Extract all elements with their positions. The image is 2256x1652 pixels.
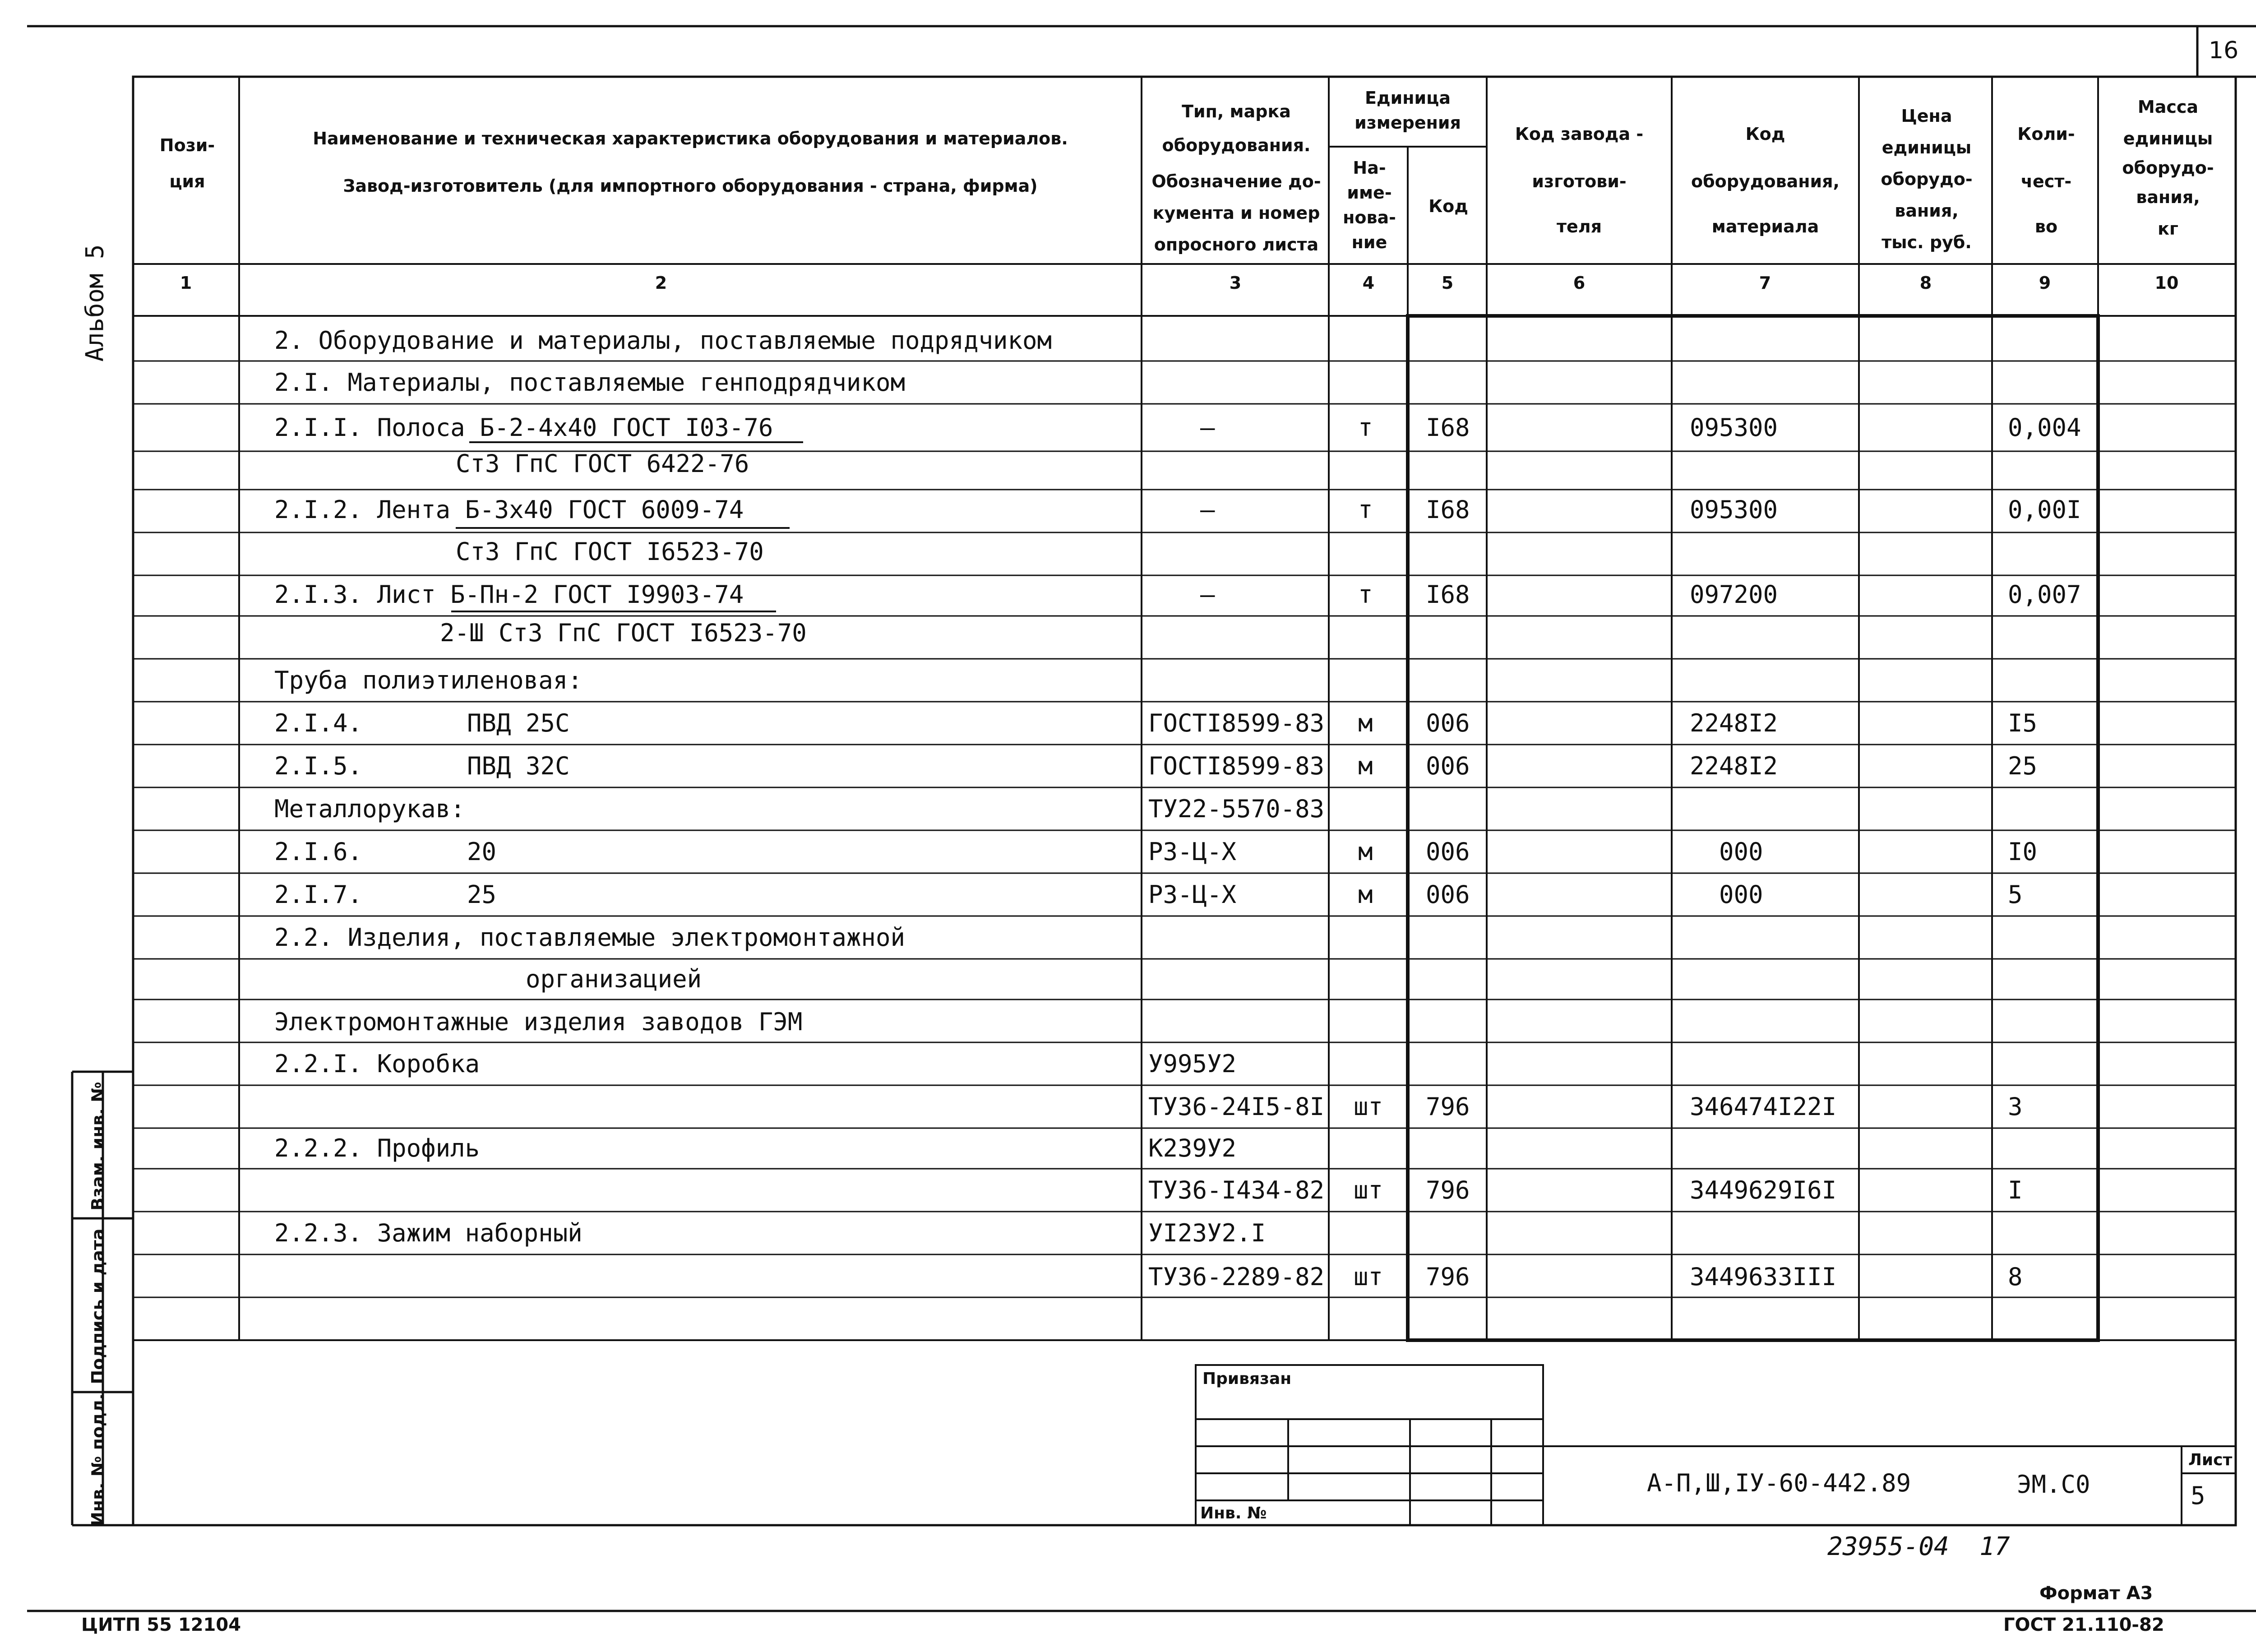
header-text: единицы [2123, 129, 2213, 148]
column-number: 1 [180, 273, 192, 293]
row-name: Труба полиэтиленовая: [274, 666, 582, 694]
column-number: 9 [2039, 273, 2051, 293]
row-name-detail: 25 [467, 880, 497, 909]
header-text: Масса [2137, 97, 2199, 117]
column-number: 2 [655, 273, 667, 293]
row-name: 2.I. Материалы, поставляемые генподрядчиком [274, 368, 905, 397]
column-number: 8 [1919, 273, 1932, 293]
header-text: во [2034, 217, 2058, 236]
row-code: 796 [1426, 1176, 1470, 1204]
row-material-code: 000 [1719, 880, 1763, 909]
row-type: У995У2 [1148, 1050, 1237, 1078]
column-number: 3 [1229, 273, 1242, 293]
stamp-inv-no: Инв. № [1200, 1504, 1267, 1522]
header-text: На- [1353, 158, 1386, 178]
row-name: 2.2. Изделия, поставляемые электромонтажной [274, 923, 905, 952]
row-material-code: 2248I2 [1690, 709, 1778, 737]
row-name-detail: 20 [467, 838, 497, 866]
row-quantity: 8 [2008, 1263, 2023, 1291]
row-material-code: 095300 [1690, 495, 1778, 524]
row-name: 2.I.5. [274, 752, 363, 780]
header-text: кумента и номер [1152, 203, 1320, 223]
row-type: ТУ36-I434-82 [1148, 1176, 1325, 1204]
row-name-detail: ПВД 25С [467, 709, 570, 737]
row-quantity: 0,007 [2008, 580, 2081, 609]
row-name: 2.I.4. [274, 709, 363, 737]
row-name-detail: ПВД 32С [467, 752, 570, 780]
row-type: ТУ36-2289-82 [1148, 1263, 1325, 1291]
row-type: К239У2 [1148, 1134, 1237, 1162]
side-label-replaced-inv: Взам. инв. № [88, 1082, 108, 1211]
row-name: 2.I.6. [274, 838, 363, 866]
row-type: – [1200, 495, 1215, 524]
header-text: материала [1711, 217, 1819, 236]
column-number: 10 [2154, 273, 2179, 293]
row-type: – [1200, 580, 1215, 609]
row-material-code: 000 [1719, 838, 1763, 866]
header-text: Цена [1901, 106, 1952, 126]
row-material-code: 3449633III [1690, 1263, 1837, 1291]
header-text: тыс. руб. [1882, 232, 1972, 252]
header-text: оборудо- [1881, 169, 1973, 189]
row-name: Ст3 ГпС ГОСТ 6422-76 [456, 449, 749, 478]
row-material-code: 346474I22I [1690, 1092, 1837, 1121]
header-text: ние [1351, 232, 1387, 252]
header-unit-code: Код [1428, 196, 1468, 216]
row-unit: м [1358, 838, 1373, 866]
header-text: Код [1745, 124, 1785, 144]
row-name: Ст3 ГпС ГОСТ I6523-70 [456, 537, 764, 566]
row-code: 006 [1426, 752, 1470, 780]
header-text: Единица [1365, 88, 1451, 108]
row-code: 006 [1426, 880, 1470, 909]
album-label: Альбом 5 [80, 244, 109, 362]
side-label-original-inv: Инв. № подл. [88, 1393, 108, 1527]
row-name: 2.2.3. Зажим наборный [274, 1219, 582, 1247]
row-quantity: I5 [2008, 709, 2038, 737]
left-footer: ЦИТП 55 12104 [81, 1615, 241, 1635]
header-text: единицы [1882, 138, 1972, 157]
column-number: 5 [1441, 273, 1454, 293]
header-text: оборудования, [1691, 171, 1840, 191]
header-text: вания, [2136, 187, 2200, 207]
row-unit: т [1358, 495, 1373, 524]
header-text: чест- [2020, 171, 2072, 191]
header-text: ция [169, 171, 205, 191]
header-text: оборудо- [2122, 158, 2214, 178]
row-unit: шт [1354, 1092, 1383, 1121]
row-unit: т [1358, 413, 1373, 442]
row-quantity: 3 [2008, 1092, 2023, 1121]
row-quantity: 0,004 [2008, 413, 2081, 442]
header-text: Код завода - [1515, 124, 1644, 144]
stamp-designation: А-П,Ш,IУ-60-442.89 [1647, 1469, 1911, 1497]
row-type: Р3-Ц-Х [1148, 880, 1237, 909]
row-code: I68 [1426, 580, 1470, 609]
right-footer: ГОСТ 21.110-82 [2003, 1615, 2164, 1635]
header-text: Пози- [159, 135, 215, 155]
row-unit: м [1358, 709, 1373, 737]
sheet-corner-number: 16 [2209, 37, 2239, 64]
row-name: 2.I.3. Лист Б-Пн-2 ГОСТ I9903-74 [274, 580, 744, 609]
row-name: 2.I.7. [274, 880, 363, 909]
stamp-list-label: Лист [2188, 1451, 2233, 1469]
header-text: изготови- [1532, 171, 1627, 191]
row-code: 796 [1426, 1092, 1470, 1121]
row-type: ТУ36-24I5-8I [1148, 1092, 1325, 1121]
stamp-list-number: 5 [2191, 1481, 2205, 1510]
row-code: 006 [1426, 709, 1470, 737]
row-type: ГОСТI8599-83 [1148, 752, 1325, 780]
row-name: 2.2.2. Профиль [274, 1134, 480, 1162]
column-number: 6 [1573, 273, 1586, 293]
row-code: I68 [1426, 413, 1470, 442]
header-text: нова- [1343, 208, 1396, 227]
row-name: 2.I.I. Полоса Б-2-4х40 ГОСТ I03-76 [274, 413, 773, 442]
header-text: Тип, марка [1182, 102, 1291, 121]
row-material-code: 2248I2 [1690, 752, 1778, 780]
row-type: УI23У2.I [1148, 1219, 1266, 1247]
row-code: 796 [1426, 1263, 1470, 1291]
row-code: I68 [1426, 495, 1470, 524]
row-unit: м [1358, 880, 1373, 909]
header-text: име- [1347, 183, 1392, 203]
row-unit: шт [1354, 1176, 1383, 1204]
row-name: 2-Ш Ст3 ГпС ГОСТ I6523-70 [440, 619, 807, 647]
header-text: опросного листа [1154, 235, 1319, 255]
stamp-section: ЭМ.С0 [2017, 1470, 2090, 1499]
header-text: Обозначение до- [1151, 171, 1321, 191]
row-quantity: I0 [2008, 838, 2038, 866]
header-text: Наименование и техническая характеристика оборудования и материалов. [313, 129, 1068, 148]
row-unit: м [1358, 752, 1373, 780]
column-number: 7 [1759, 273, 1771, 293]
handwritten-number: 23955-04 17 [1827, 1532, 2010, 1561]
row-quantity: 5 [2008, 880, 2023, 909]
row-material-code: 095300 [1690, 413, 1778, 442]
row-unit: т [1358, 580, 1373, 609]
stamp-privyazan: Привязан [1202, 1370, 1292, 1388]
header-text: кг [2158, 219, 2178, 239]
row-quantity: 0,00I [2008, 495, 2081, 524]
header-text: Коли- [2017, 124, 2075, 144]
row-name: 2.2.I. Коробка [274, 1050, 480, 1078]
row-type: – [1200, 413, 1215, 442]
row-quantity: 25 [2008, 752, 2038, 780]
row-material-code: 3449629I6I [1690, 1176, 1837, 1204]
row-type: Р3-Ц-Х [1148, 838, 1237, 866]
column-number: 4 [1362, 273, 1375, 293]
row-name: Электромонтажные изделия заводов ГЭМ [274, 1008, 803, 1036]
row-name: 2.I.2. Лента Б-3х40 ГОСТ 6009-74 [274, 495, 744, 524]
row-material-code: 097200 [1690, 580, 1778, 609]
row-name: Металлорукав: [274, 795, 465, 823]
row-name: 2. Оборудование и материалы, поставляемые подрядчиком [274, 326, 1052, 355]
header-text: вания, [1895, 201, 1959, 221]
format-label: Формат А3 [2039, 1583, 2153, 1604]
row-code: 006 [1426, 838, 1470, 866]
header-text: оборудования. [1162, 135, 1311, 155]
row-name: организацией [526, 965, 702, 993]
header-text: Завод-изготовитель (для импортного оборудования - страна, фирма) [343, 176, 1038, 196]
header-text: теля [1556, 217, 1602, 236]
side-label-signature-date: Подпись и дата [88, 1228, 108, 1384]
row-unit: шт [1354, 1263, 1383, 1291]
row-type: ГОСТI8599-83 [1148, 709, 1325, 737]
row-type: ТУ22-5570-83 [1148, 795, 1325, 823]
header-text: измерения [1355, 113, 1461, 133]
row-quantity: I [2008, 1176, 2023, 1204]
